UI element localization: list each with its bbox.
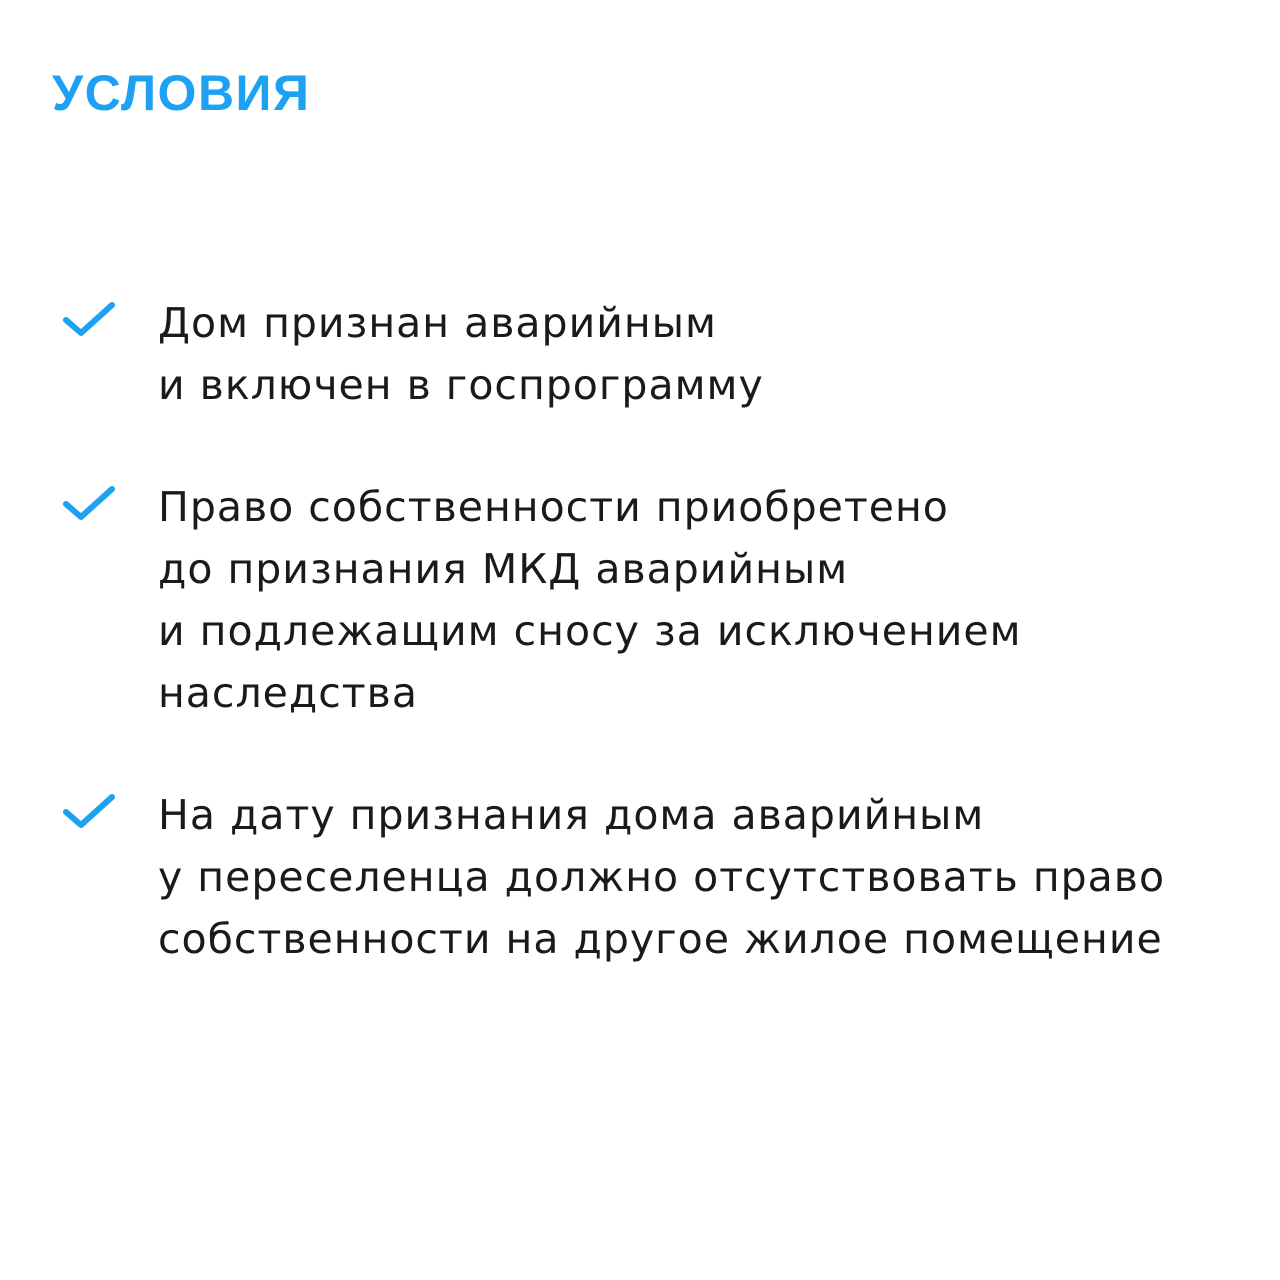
item-line: и включен в госпрограмму: [158, 361, 764, 409]
item-line: у переселенца должно отсутствовать право: [158, 853, 1166, 901]
item-line: до признания МКД аварийным: [158, 545, 849, 593]
item-text: [158, 476, 1258, 724]
item-line: и подлежащим сносу за исключением: [158, 607, 1022, 655]
check-icon: [62, 792, 116, 832]
item-line: собственности на другое жилое помещение: [158, 915, 1163, 963]
item-text: [158, 292, 1258, 416]
check-icon: [62, 300, 116, 340]
item-text: [158, 784, 1258, 970]
item-line: Дом признан аварийным: [158, 299, 717, 347]
check-icon: [62, 484, 116, 524]
item-line: На дату признания дома аварийным: [158, 791, 985, 839]
item-line: наследства: [158, 669, 418, 717]
page-title: УСЛОВИЯ: [52, 65, 311, 121]
item-line: Право собственности приобретено: [158, 483, 949, 531]
